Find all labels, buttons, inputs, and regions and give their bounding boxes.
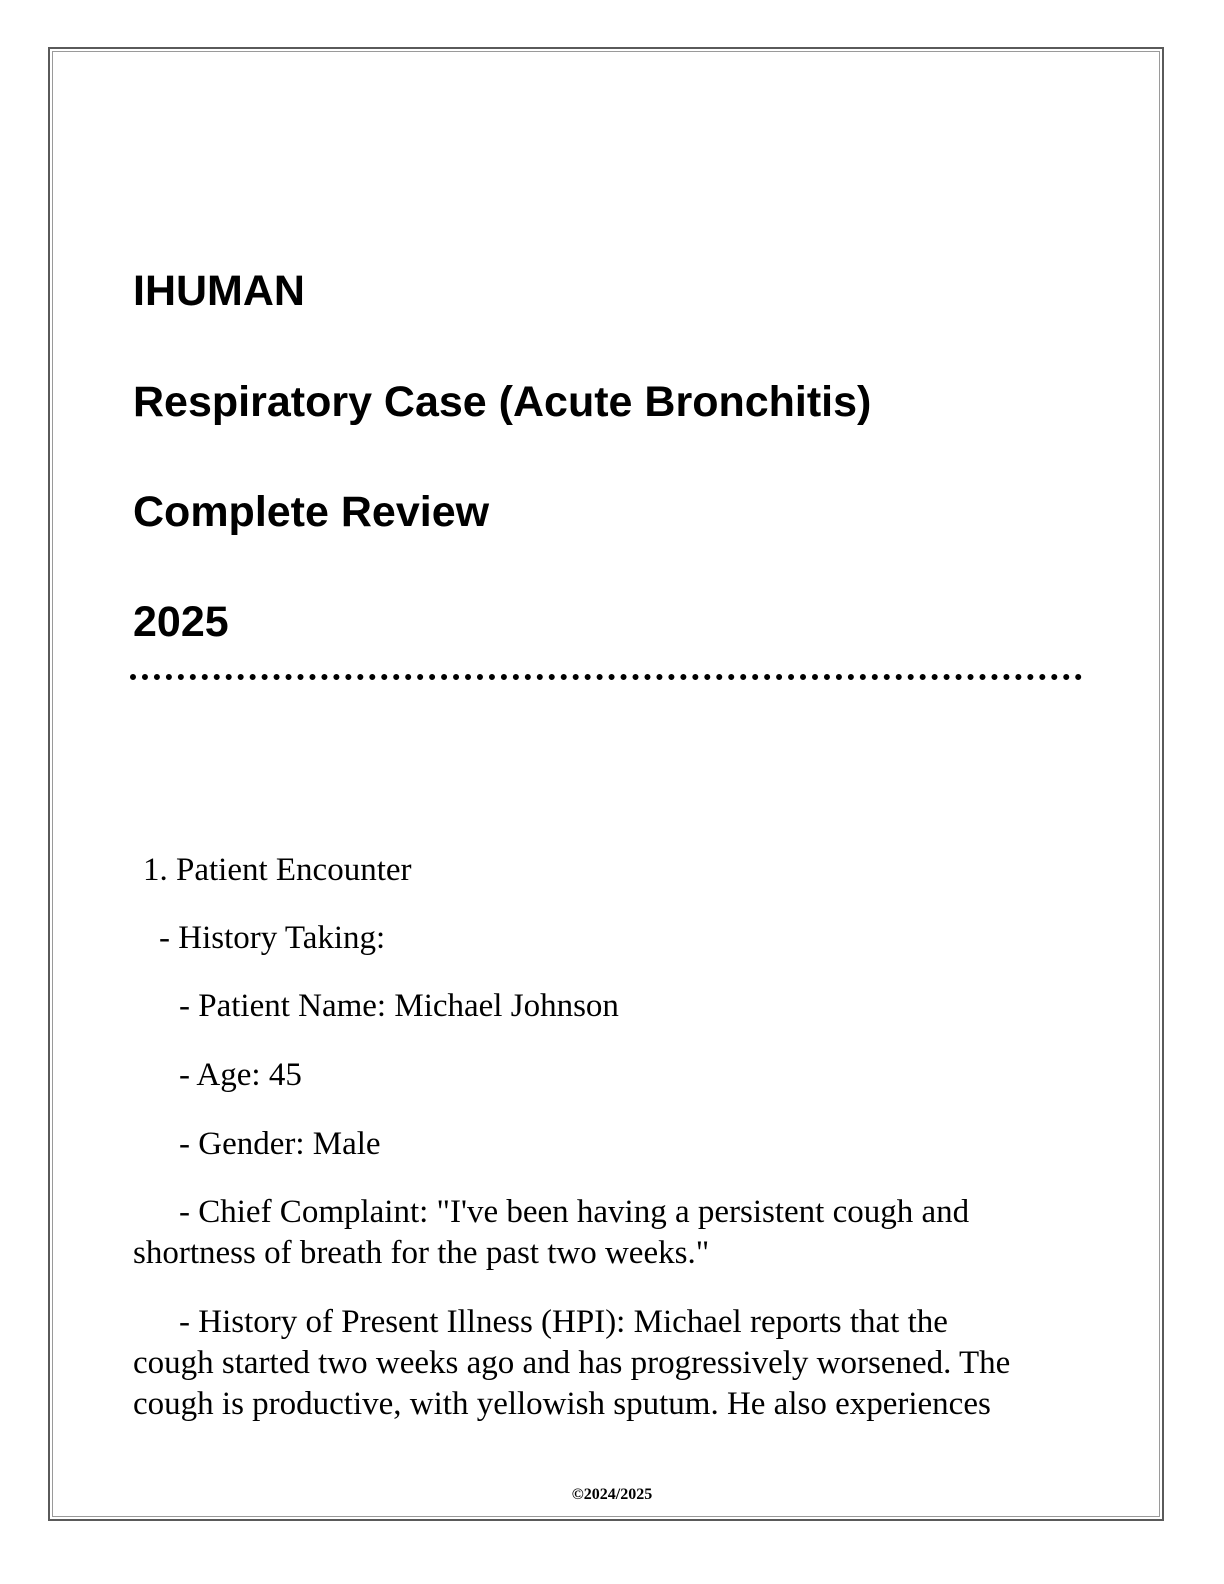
dotted-divider <box>130 674 1082 680</box>
title-case-name: Respiratory Case (Acute Bronchitis) <box>133 378 872 426</box>
patient-name-line: - Patient Name: Michael Johnson <box>179 988 619 1024</box>
section-heading: 1. Patient Encounter <box>143 852 412 888</box>
title-ihuman: IHUMAN <box>133 267 305 315</box>
chief-complaint-line-1: - Chief Complaint: "I've been having a persistent cough and <box>179 1194 970 1230</box>
hpi-line-1: - History of Present Illness (HPI): Michael reports that the <box>179 1304 948 1340</box>
hpi-paragraph <box>133 1302 1093 1425</box>
age-line: - Age: 45 <box>179 1057 302 1093</box>
chief-complaint-line-2: shortness of breath for the past two weeks." <box>133 1235 710 1271</box>
subheading-history-taking: - History Taking: <box>159 920 386 956</box>
hpi-line-3: cough is productive, with yellowish sputum. He also experiences <box>133 1386 991 1422</box>
footer-copyright: ©2024/2025 <box>571 1486 653 1503</box>
title-complete-review: Complete Review <box>133 488 490 536</box>
hpi-line-2: cough started two weeks ago and has progressively worsened. The <box>133 1345 1011 1381</box>
gender-line: - Gender: Male <box>179 1126 381 1162</box>
title-year: 2025 <box>133 598 229 646</box>
chief-complaint-paragraph <box>133 1192 1093 1274</box>
